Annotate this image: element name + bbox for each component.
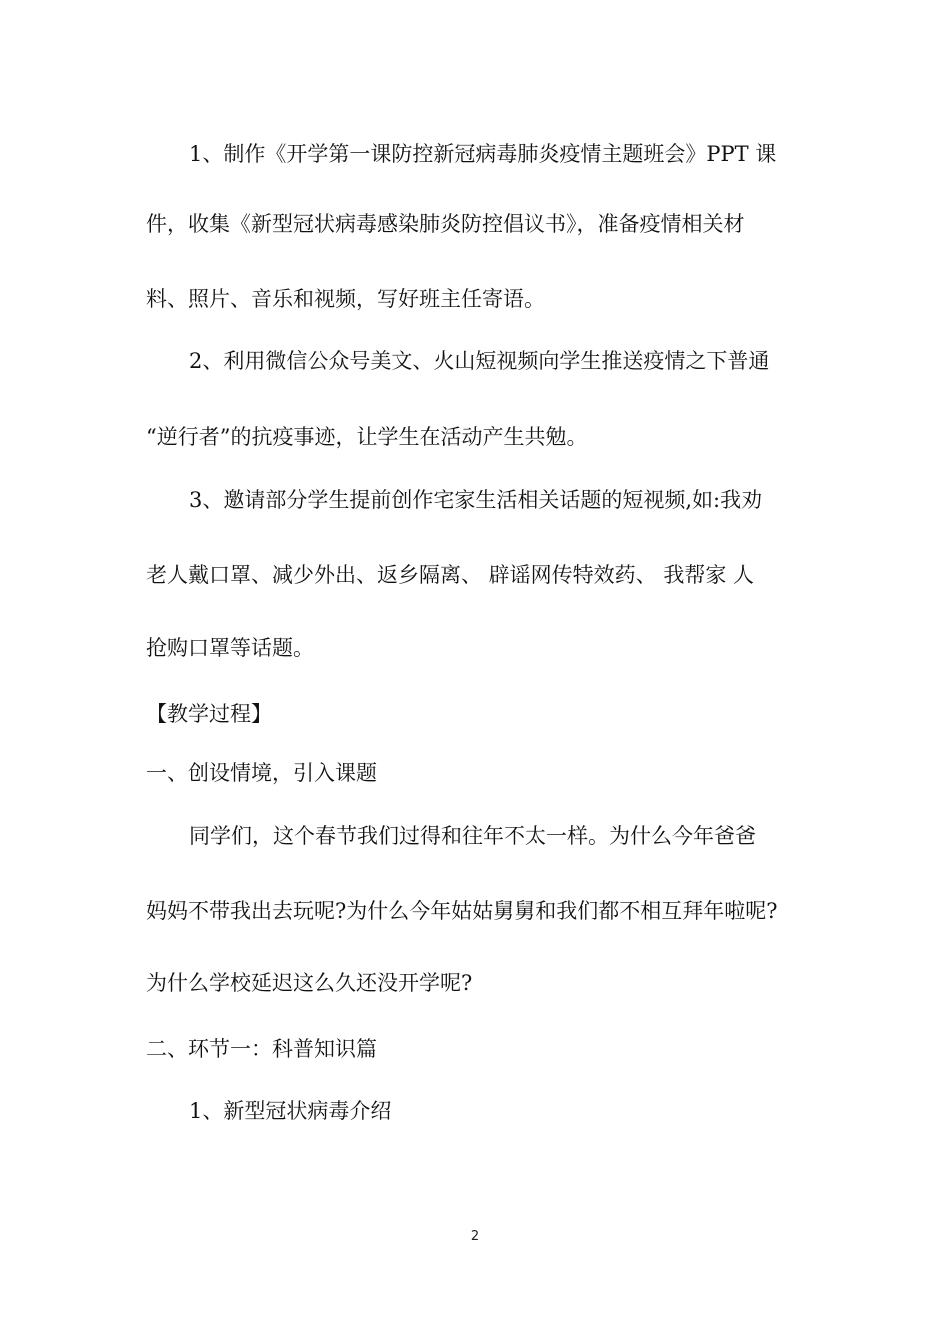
paragraph-line: 3、邀请部分学生提前创作宅家生活相关话题的短视频,如:我劝 xyxy=(189,488,763,512)
paragraph-line: 件，收集《新型冠状病毒感染肺炎防控倡议书》，准备疫情相关材 xyxy=(146,212,745,236)
paragraph-line: 2、利用微信公众号美文、火山短视频向学生推送疫情之下普通 xyxy=(189,349,770,373)
paragraph-line: 抢购口罩等话题。 xyxy=(146,636,314,660)
section-heading: 一、创设情境，引入课题 xyxy=(146,761,377,785)
paragraph-line: 妈妈不带我出去玩呢?为什么今年姑姑舅舅和我们都不相互拜年啦呢? xyxy=(146,899,778,923)
paragraph-line: 1、制作《开学第一课防控新冠病毒肺炎疫情主题班会》PPT 课 xyxy=(189,142,777,166)
paragraph-line: 料、照片、音乐和视频，写好班主任寄语。 xyxy=(146,287,545,311)
paragraph-line: 同学们，这个春节我们过得和往年不太一样。为什么今年爸爸 xyxy=(189,824,756,848)
paragraph-line: 老人戴口罩、减少外出、返乡隔离、 辟谣网传特效药、 我帮家 人 xyxy=(146,563,755,587)
sub-heading: 1、新型冠状病毒介绍 xyxy=(189,1099,392,1123)
paragraph-line: “逆行者”的抗疫事迹，让学生在活动产生共勉。 xyxy=(146,425,588,449)
paragraph-line: 为什么学校延迟这么久还没开学呢? xyxy=(146,971,473,995)
section-heading: 二、环节一：科普知识篇 xyxy=(146,1037,377,1061)
page-number: 2 xyxy=(470,1229,480,1244)
section-heading: 【教学过程】 xyxy=(146,702,272,726)
